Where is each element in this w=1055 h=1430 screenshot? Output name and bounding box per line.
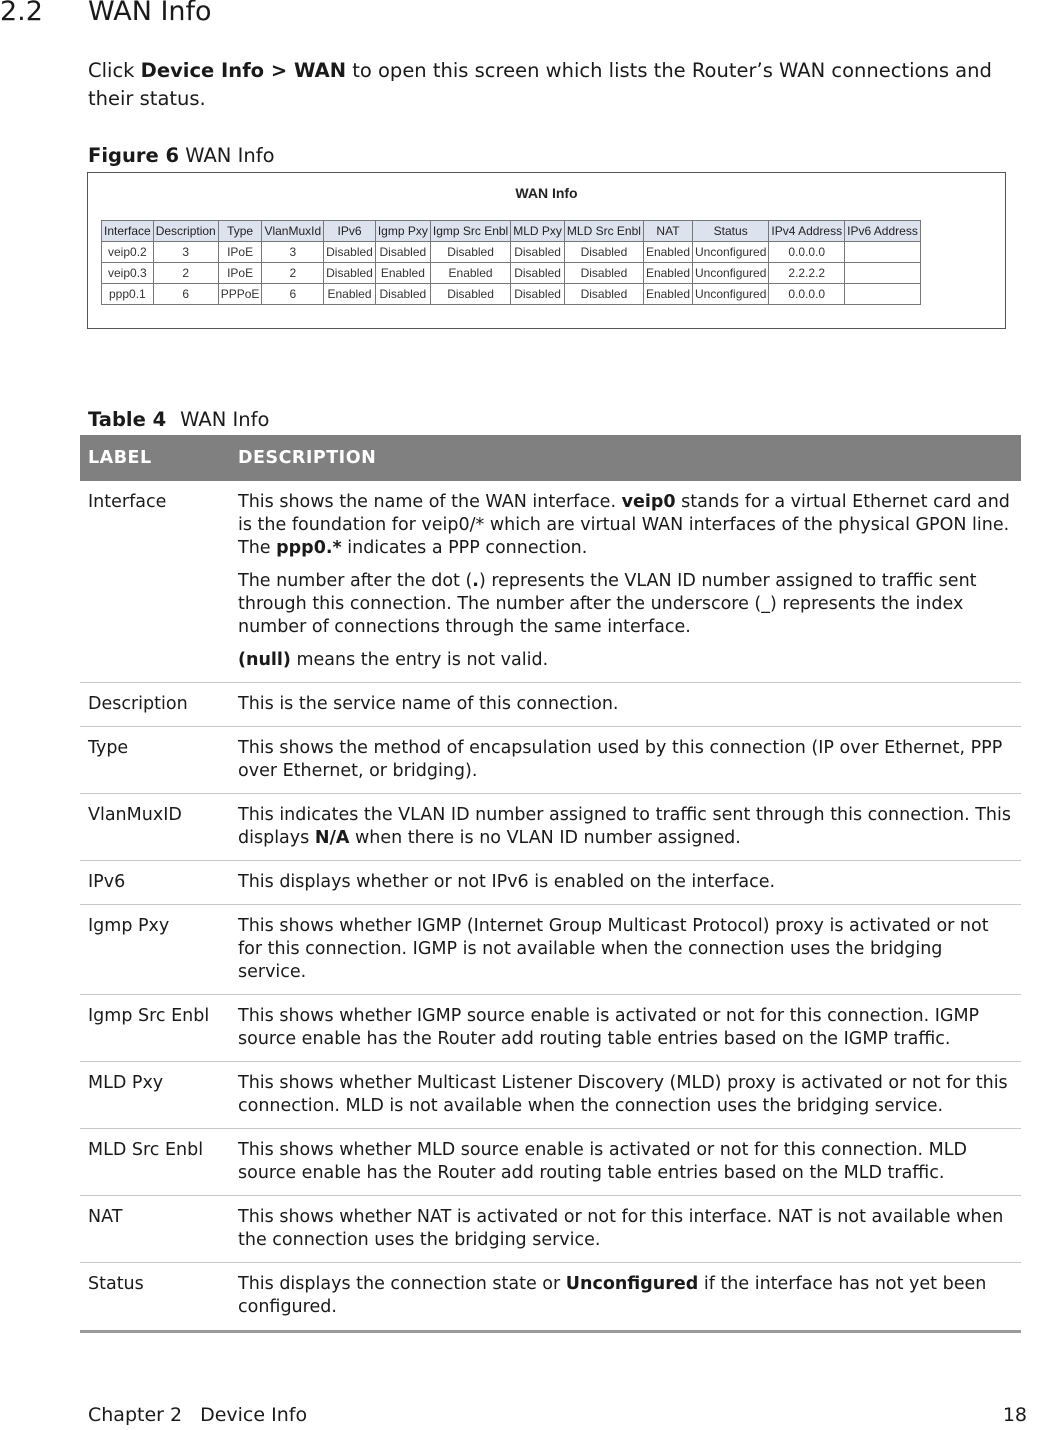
table-title: WAN Info — [180, 408, 270, 431]
wan-column-header: Type — [218, 221, 262, 242]
description-text: This shows the method of encapsulation used by this connection (IP over Ethernet, PPP over Ethernet, or bridging). — [238, 738, 1003, 781]
description-paragraph — [238, 570, 1013, 639]
description-text: This indicates the VLAN ID number assigned to traffic sent through this connection. This displays — [238, 805, 1011, 848]
description-table-row — [80, 995, 1021, 1062]
description-text: This shows whether MLD source enable is activated or not for this connection. MLD source enable has the Router add routing table entries based on the MLD traffic. — [238, 1140, 967, 1183]
footer-chapter-title: Device Info — [200, 1404, 308, 1426]
description-table-row — [80, 861, 1021, 905]
field-label: MLD Pxy — [80, 1062, 230, 1129]
description-text: This shows whether IGMP (Internet Group Multicast Protocol) proxy is activated or not for this connection. IGMP is not available when the connection uses the bridging service. — [238, 916, 989, 982]
wan-table-header-row — [102, 221, 921, 242]
field-description — [230, 794, 1021, 861]
description-text: indicates a PPP connection. — [341, 538, 588, 558]
field-label: Interface — [80, 481, 230, 683]
description-text: This displays the connection state or — [238, 1274, 566, 1294]
wan-table-cell: Enabled — [430, 263, 510, 284]
field-description — [230, 1129, 1021, 1196]
wan-column-header: MLD Src Enbl — [564, 221, 643, 242]
label-column-header: LABEL — [80, 435, 230, 481]
table-label: Table 4 — [88, 408, 167, 431]
wan-table-cell: Disabled — [430, 284, 510, 305]
description-paragraph — [238, 871, 1013, 894]
field-description — [230, 683, 1021, 727]
description-text: This shows the name of the WAN interface. — [238, 492, 622, 512]
intro-text-start: Click — [88, 59, 141, 82]
emphasized-term: Unconfigured — [565, 1274, 699, 1294]
wan-column-header: IPv6 Address — [845, 221, 921, 242]
description-text: if the interface has not yet been configured. — [238, 1274, 987, 1317]
description-paragraph — [238, 1206, 1013, 1252]
field-label: VlanMuxID — [80, 794, 230, 861]
field-description-table — [80, 435, 1021, 1333]
wan-table-cell: Disabled — [564, 242, 643, 263]
description-text: This shows whether NAT is activated or not for this interface. NAT is not available when the connection uses the bridging service. — [238, 1207, 1004, 1250]
wan-column-header: NAT — [643, 221, 692, 242]
field-description — [230, 481, 1021, 683]
wan-table-cell: Disabled — [324, 263, 376, 284]
wan-table-cell: Enabled — [643, 242, 692, 263]
wan-table-cell: Enabled — [375, 263, 430, 284]
wan-table-cell: Disabled — [375, 242, 430, 263]
field-label: Status — [80, 1263, 230, 1332]
wan-table-cell: 3 — [262, 242, 324, 263]
wan-table-cell: 3 — [153, 242, 218, 263]
wan-table-cell: 6 — [262, 284, 324, 305]
description-paragraph — [238, 915, 1013, 984]
section-title: WAN Info — [88, 0, 212, 27]
wan-column-header: MLD Pxy — [511, 221, 565, 242]
wan-table-cell: Disabled — [375, 284, 430, 305]
field-description — [230, 995, 1021, 1062]
menu-path: Device Info > WAN — [140, 59, 347, 82]
description-paragraph — [238, 737, 1013, 783]
description-paragraph — [238, 1072, 1013, 1118]
field-label: MLD Src Enbl — [80, 1129, 230, 1196]
wan-table-cell: Enabled — [643, 263, 692, 284]
field-label: IPv6 — [80, 861, 230, 905]
description-text: The number after the dot ( — [238, 571, 473, 591]
field-description — [230, 1062, 1021, 1129]
description-text: ) represents the VLAN ID number assigned to traffic sent through this connection. The number after the underscore (_) represents the index number of connections through the same interface. — [238, 571, 977, 637]
wan-table-cell: Disabled — [511, 242, 565, 263]
description-paragraph — [238, 1005, 1013, 1051]
wan-table-cell: 0.0.0.0 — [769, 284, 845, 305]
description-table-row — [80, 481, 1021, 683]
description-text: This is the service name of this connection. — [238, 694, 619, 714]
intro-text-end: to open this screen which lists the Router’s WAN connections and their status. — [88, 59, 992, 110]
description-table-row — [80, 1263, 1021, 1332]
wan-table-cell: 2 — [262, 263, 324, 284]
field-description — [230, 727, 1021, 794]
description-paragraph — [238, 1139, 1013, 1185]
wan-table-cell: 0.0.0.0 — [769, 242, 845, 263]
description-table-row — [80, 1129, 1021, 1196]
wan-table-cell: Disabled — [324, 242, 376, 263]
description-table-body — [80, 481, 1021, 1332]
field-description — [230, 905, 1021, 995]
description-paragraph — [238, 649, 1013, 672]
description-table-row — [80, 905, 1021, 995]
wan-table-cell: ppp0.1 — [102, 284, 154, 305]
wan-column-header: Status — [693, 221, 769, 242]
description-paragraph — [238, 491, 1013, 560]
wan-table-cell: Disabled — [430, 242, 510, 263]
field-description — [230, 861, 1021, 905]
emphasized-term: . — [472, 571, 479, 591]
emphasized-term: N/A — [314, 828, 350, 848]
emphasized-term: (null) — [238, 650, 291, 670]
emphasized-term: veip0 — [621, 492, 676, 512]
description-text: This displays whether or not IPv6 is enabled on the interface. — [238, 872, 776, 892]
wan-table-cell: Disabled — [564, 263, 643, 284]
wan-table-cell: IPoE — [218, 242, 262, 263]
wan-table-cell: veip0.2 — [102, 242, 154, 263]
table-caption — [88, 408, 269, 431]
wan-table-cell: veip0.3 — [102, 263, 154, 284]
field-label: Igmp Pxy — [80, 905, 230, 995]
wan-table-row — [102, 284, 921, 305]
wan-table-cell: Unconfigured — [693, 242, 769, 263]
wan-table-cell: Enabled — [643, 284, 692, 305]
description-text: stands for a virtual Ethernet card and is the foundation for veip0/* which are virtual WAN interfaces of the physical GPON line. The — [238, 492, 1010, 558]
description-text: means the entry is not valid. — [290, 650, 549, 670]
wan-table-row — [102, 242, 921, 263]
field-label: Description — [80, 683, 230, 727]
wan-connections-table — [101, 220, 921, 305]
field-label: Type — [80, 727, 230, 794]
description-paragraph — [238, 1273, 1013, 1319]
intro-paragraph — [88, 57, 1023, 113]
field-description — [230, 1196, 1021, 1263]
wan-column-header: VlanMuxId — [262, 221, 324, 242]
wan-table-cell: Disabled — [511, 284, 565, 305]
description-table-row — [80, 794, 1021, 861]
wan-column-header: IPv4 Address — [769, 221, 845, 242]
wan-column-header: IPv6 — [324, 221, 376, 242]
description-table-row — [80, 683, 1021, 727]
wan-column-header: Igmp Src Enbl — [430, 221, 510, 242]
wan-table-cell: Enabled — [324, 284, 376, 305]
wan-info-screenshot — [87, 172, 1006, 329]
wan-screen-title: WAN Info — [515, 185, 578, 201]
section-heading — [0, 0, 212, 27]
description-text: when there is no VLAN ID number assigned. — [349, 828, 741, 848]
description-paragraph — [238, 693, 1013, 716]
section-number: 2.2 — [0, 0, 43, 27]
figure-caption — [88, 144, 275, 167]
figure-title: WAN Info — [185, 144, 275, 167]
wan-table-row — [102, 263, 921, 284]
wan-table-cell — [845, 242, 921, 263]
wan-table-cell — [845, 263, 921, 284]
description-text: This shows whether IGMP source enable is activated or not for this connection. IGMP source enable has the Router add routing table entries based on the IGMP traffic. — [238, 1006, 980, 1049]
figure-label: Figure 6 — [88, 144, 180, 167]
description-table-row — [80, 1196, 1021, 1263]
description-table-header-row — [80, 435, 1021, 481]
wan-column-header: Description — [153, 221, 218, 242]
field-description — [230, 1263, 1021, 1332]
field-label: Igmp Src Enbl — [80, 995, 230, 1062]
wan-table-cell: 6 — [153, 284, 218, 305]
footer-chapter-number: Chapter 2 — [88, 1404, 183, 1426]
wan-table-cell: Unconfigured — [693, 284, 769, 305]
description-table-row — [80, 1062, 1021, 1129]
field-label: NAT — [80, 1196, 230, 1263]
wan-table-cell: Unconfigured — [693, 263, 769, 284]
wan-table-body — [102, 242, 921, 305]
page-footer-chapter — [88, 1404, 307, 1426]
wan-table-cell: Disabled — [564, 284, 643, 305]
description-column-header: DESCRIPTION — [230, 435, 1021, 481]
wan-table-cell: 2.2.2.2 — [769, 263, 845, 284]
wan-table-cell: Disabled — [511, 263, 565, 284]
wan-table-cell: IPoE — [218, 263, 262, 284]
wan-column-header: Interface — [102, 221, 154, 242]
emphasized-term: ppp0.* — [276, 538, 342, 558]
wan-table-cell: 2 — [153, 263, 218, 284]
description-text: This shows whether Multicast Listener Discovery (MLD) proxy is activated or not for this connection. MLD is not available when the connection uses the bridging service. — [238, 1073, 1008, 1116]
wan-table-cell — [845, 284, 921, 305]
wan-table-cell: PPPoE — [218, 284, 262, 305]
description-table-row — [80, 727, 1021, 794]
description-paragraph — [238, 804, 1013, 850]
wan-column-header: Igmp Pxy — [375, 221, 430, 242]
page-number: 18 — [1002, 1404, 1027, 1426]
